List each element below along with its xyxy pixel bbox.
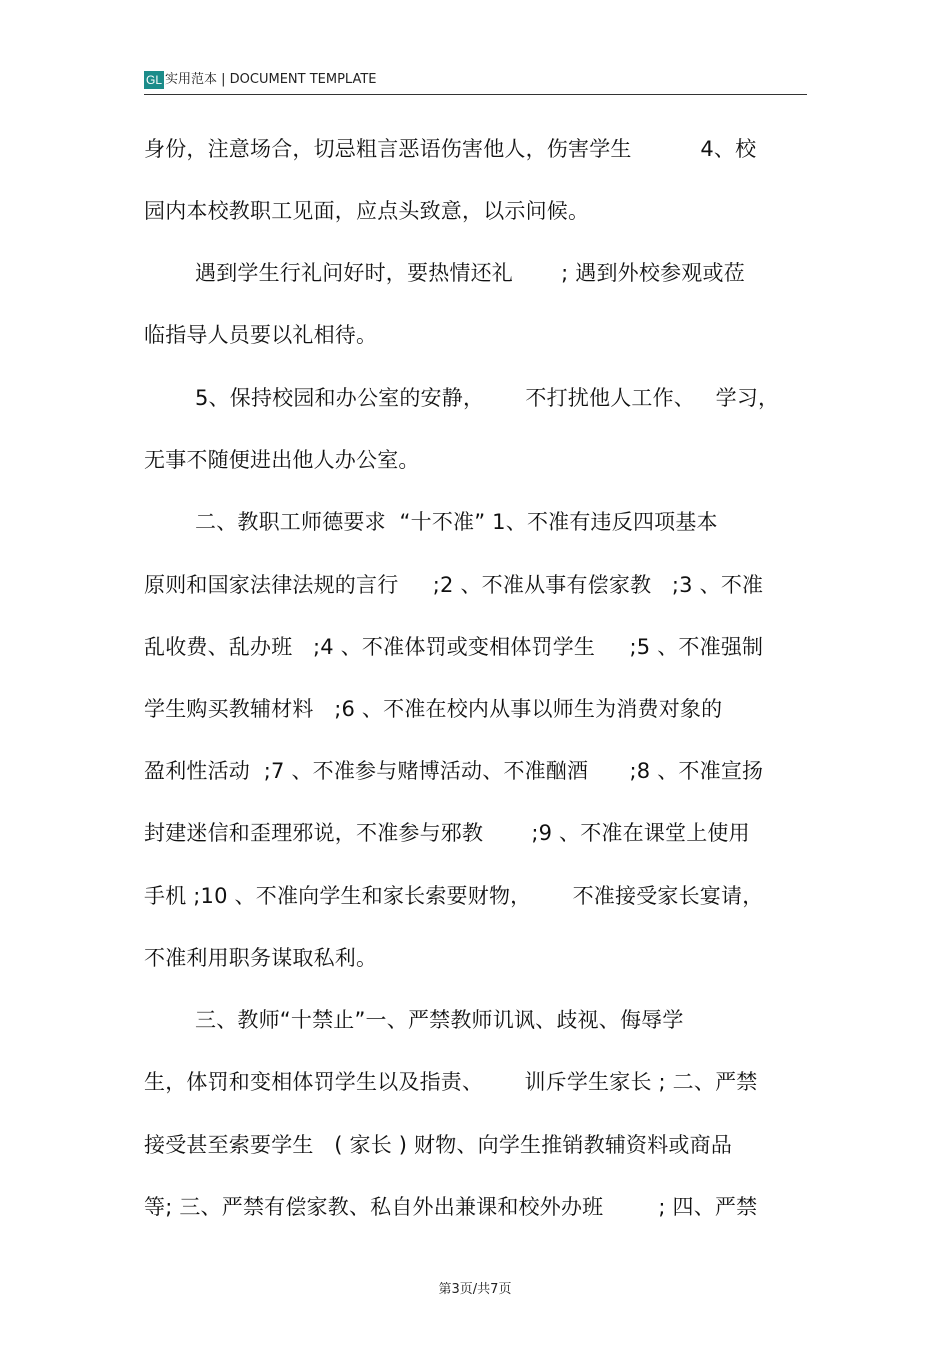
body-line: 不准利用职务谋取私利。 [144,946,378,970]
page-number: 第3页/共7页 [438,1282,512,1297]
body-line: 乱收费、乱办班 ;4 、不准体罚或变相体罚学生 ;5 、不准强制 [144,635,764,659]
gl-logo: GL [145,73,162,87]
body-line: 等; 三、严禁有偿家教、私自外出兼课和校外办班 ; 四、严禁 [144,1195,758,1219]
body-line: 二、教职工师德要求 “十不准” 1、不准有违反四项基本 [195,510,718,534]
body-line: 三、教师“十禁止”一、严禁教师讥讽、歧视、侮辱学 [195,1008,684,1032]
body-line: 园内本校教职工见面，应点头致意，以示问候。 [144,199,590,223]
body-line: 生，体罚和变相体罚学生以及指责、 训斥学生家长 ; 二、严禁 [144,1070,758,1094]
body-line: 5、保持校园和办公室的安静， 不打扰他人工作、 学习， [195,386,780,410]
body-line: 封建迷信和歪理邪说，不准参与邪教 ;9 、不准在课堂上使用 [144,821,750,845]
body-line: 临指导人员要以礼相待。 [144,323,378,347]
body-line: 盈利性活动 ;7 、不准参与赌博活动、不准酗酒 ;8 、不准宣扬 [144,759,764,783]
body-line: 身份，注意场合，切忌粗言恶语伤害他人，伤害学生 4、校 [144,137,757,161]
body-line: 手机 ;10 、不准向学生和家长索要财物， 不准接受家长宴请， [144,884,764,908]
body-line: 遇到学生行礼问好时，要热情还礼 ; 遇到外校参观或莅 [195,261,745,285]
body-line: 学生购买教辅材料 ;6 、不准在校内从事以师生为消费对象的 [144,697,723,721]
header-title: 实用范本 | DOCUMENT TEMPLATE [165,72,377,87]
body-line: 无事不随便进出他人办公室。 [144,448,420,472]
body-line: 原则和国家法律法规的言行 ;2 、不准从事有偿家教 ;3 、不准 [144,573,764,597]
body-line: 接受甚至索要学生 ( 家长 ) 财物、向学生推销教辅资料或商品 [144,1133,733,1157]
document-header [144,70,807,95]
